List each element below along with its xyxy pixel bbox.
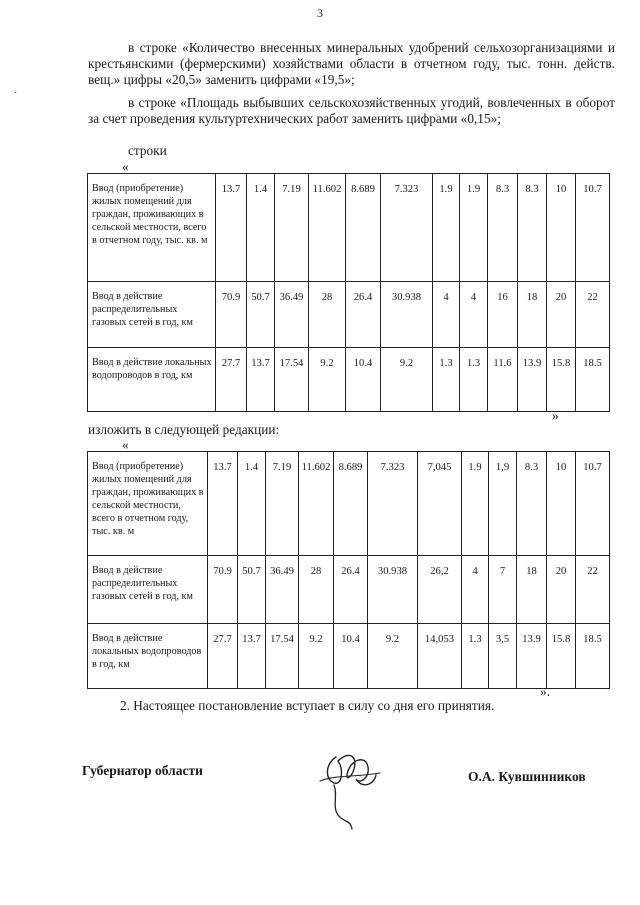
value-cell: 9.2 — [368, 624, 418, 689]
table-row — [88, 624, 610, 689]
value-cell: 20 — [547, 282, 576, 348]
value-cell: 9.2 — [381, 348, 433, 412]
table-row — [88, 348, 610, 412]
value-cell: 4 — [462, 556, 489, 624]
value-cell: 20 — [547, 556, 576, 624]
value-cell: 7.19 — [266, 452, 299, 556]
value-cell: 11.602 — [309, 174, 346, 282]
final-paragraph: 2. Настоящее постановление вступает в силу со дня его принятия. — [120, 698, 495, 713]
value-cell: 1.3 — [460, 348, 488, 412]
value-cell: 16 — [488, 282, 518, 348]
page-number: 3 — [317, 6, 323, 20]
value-cell: 50.7 — [247, 282, 275, 348]
value-cell: 10.4 — [346, 348, 381, 412]
value-cell: 15.8 — [547, 624, 576, 689]
row-label: Ввод в действие локальных водопроводов в год, км — [88, 348, 216, 412]
value-cell: 8.689 — [334, 452, 368, 556]
value-cell: 8.3 — [517, 452, 547, 556]
value-cell: 36.49 — [275, 282, 309, 348]
paragraph-land — [88, 95, 615, 127]
value-cell: 26.4 — [334, 556, 368, 624]
value-cell: 13.9 — [517, 624, 547, 689]
value-cell: 14,053 — [418, 624, 462, 689]
value-cell: 9.2 — [299, 624, 334, 689]
value-cell: 11.6 — [488, 348, 518, 412]
value-cell: 10.7 — [576, 452, 610, 556]
value-cell: 13.7 — [247, 348, 275, 412]
table-row — [88, 452, 610, 556]
value-cell: 22 — [576, 282, 610, 348]
margin-mark: · — [14, 88, 18, 99]
value-cell: 10.4 — [334, 624, 368, 689]
value-cell: 18 — [518, 282, 547, 348]
value-cell: 18 — [517, 556, 547, 624]
value-cell: 11.602 — [299, 452, 334, 556]
value-cell: 70.9 — [208, 556, 238, 624]
value-cell: 1.9 — [433, 174, 460, 282]
value-cell: 8.3 — [488, 174, 518, 282]
value-cell: 1,9 — [489, 452, 517, 556]
signatory-title: Губернатор области — [82, 763, 203, 778]
close-quote-new: ». — [540, 684, 550, 699]
value-cell: 4 — [433, 282, 460, 348]
value-cell: 22 — [576, 556, 610, 624]
table-row — [88, 174, 610, 282]
value-cell: 1.9 — [460, 174, 488, 282]
open-quote-new: « — [122, 437, 129, 452]
row-label: Ввод (приобретение) жилых помещений для граждан, проживающих в сельской местности, всего в отчетном году, тыс. кв. м — [88, 452, 208, 556]
close-quote-old: » — [552, 408, 559, 423]
value-cell: 26.4 — [346, 282, 381, 348]
value-cell: 7.323 — [368, 452, 418, 556]
value-cell: 30.938 — [368, 556, 418, 624]
value-cell: 26,2 — [418, 556, 462, 624]
value-cell: 70.9 — [216, 282, 247, 348]
value-cell: 9.2 — [309, 348, 346, 412]
value-cell: 1.3 — [462, 624, 489, 689]
row-label: Ввод в действие локальных водопроводов в год, км — [88, 624, 208, 689]
row-label: Ввод в действие распределительных газовых сетей в год, км — [88, 282, 216, 348]
value-cell: 13.7 — [208, 452, 238, 556]
paragraph-land-text: в строке «Площадь выбывших сельскохозяйственных угодий, вовлеченных в оборот за счет проведения культуртехнических работ заменить цифрами «0,15»; — [88, 95, 615, 126]
value-cell: 27.7 — [216, 348, 247, 412]
stroki-label: строки — [128, 143, 167, 158]
old-values-table — [87, 173, 610, 412]
value-cell: 1.4 — [247, 174, 275, 282]
signatory-name: О.А. Кувшинников — [468, 769, 586, 784]
value-cell: 28 — [299, 556, 334, 624]
value-cell: 1.3 — [433, 348, 460, 412]
value-cell: 17.54 — [266, 624, 299, 689]
value-cell: 13.7 — [216, 174, 247, 282]
value-cell: 50.7 — [238, 556, 266, 624]
value-cell: 3,5 — [489, 624, 517, 689]
row-label: Ввод в действие распределительных газовых сетей в год, км — [88, 556, 208, 624]
value-cell: 18.5 — [576, 348, 610, 412]
value-cell: 15.8 — [547, 348, 576, 412]
value-cell: 1.4 — [238, 452, 266, 556]
value-cell: 1.9 — [462, 452, 489, 556]
value-cell: 18.5 — [576, 624, 610, 689]
new-values-table — [87, 451, 610, 689]
value-cell: 13.7 — [238, 624, 266, 689]
open-quote-old: « — [122, 159, 129, 174]
value-cell: 30.938 — [381, 282, 433, 348]
value-cell: 7.19 — [275, 174, 309, 282]
row-label: Ввод (приобретение) жилых помещений для граждан, проживающих в сельской местности, всего в отчетном году, тыс. кв. м — [88, 174, 216, 282]
value-cell: 7 — [489, 556, 517, 624]
value-cell: 10 — [547, 452, 576, 556]
value-cell: 10.7 — [576, 174, 610, 282]
value-cell: 27.7 — [208, 624, 238, 689]
value-cell: 10 — [547, 174, 576, 282]
paragraph-fertilizers — [88, 40, 615, 88]
value-cell: 36.49 — [266, 556, 299, 624]
value-cell: 17.54 — [275, 348, 309, 412]
value-cell: 13.9 — [518, 348, 547, 412]
handwritten-signature — [314, 745, 384, 835]
table-row — [88, 282, 610, 348]
table-row — [88, 556, 610, 624]
paragraph-fertilizers-text: в строке «Количество внесенных минеральных удобрений сельхозорганизациями и крестьянскими (фермерскими) хозяйствами области в отчетном году, тыс. тонн. действ. вещ.» цифры «20,5» заменить цифрами «19,5»; — [88, 40, 615, 87]
value-cell: 7,045 — [418, 452, 462, 556]
izlozhit-label: изложить в следующей редакции: — [88, 422, 280, 437]
value-cell: 4 — [460, 282, 488, 348]
value-cell: 7.323 — [381, 174, 433, 282]
value-cell: 8.3 — [518, 174, 547, 282]
value-cell: 8.689 — [346, 174, 381, 282]
value-cell: 28 — [309, 282, 346, 348]
